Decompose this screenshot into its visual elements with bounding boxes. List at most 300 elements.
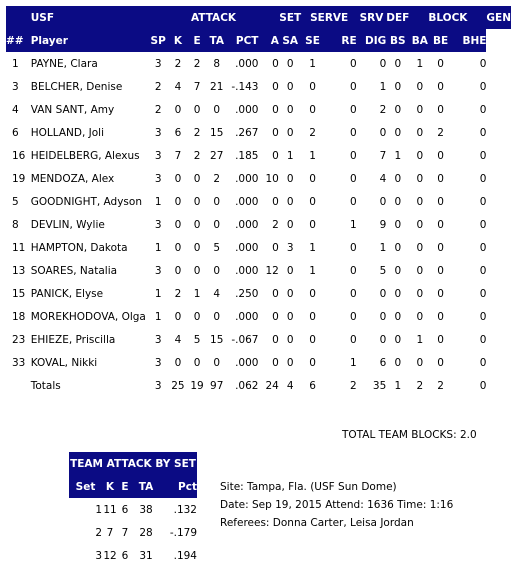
player-sa: 0 — [286, 264, 294, 277]
player-pct: .000 — [235, 356, 259, 369]
player-ta: 0 — [213, 356, 221, 369]
player-be: 0 — [437, 195, 444, 208]
player-sp: 3 — [154, 356, 162, 369]
player-ba: 0 — [416, 126, 424, 139]
player-dig: 0 — [379, 57, 387, 70]
table-row — [6, 282, 511, 305]
player-pct: .000 — [235, 195, 259, 208]
player-bs: 1 — [394, 149, 402, 162]
site-line: Site: Tampa, Fla. (USF Sun Dome) — [220, 481, 397, 493]
player-num: 33 — [12, 356, 26, 369]
player-be: 0 — [437, 333, 444, 346]
player-sa: 0 — [286, 356, 294, 369]
col-bhe: BHE — [451, 29, 486, 52]
player-k: 0 — [174, 241, 182, 254]
player-bhe: 0 — [479, 172, 487, 185]
player-se: 0 — [309, 103, 316, 116]
total-bs: 1 — [394, 379, 402, 392]
player-be: 0 — [437, 172, 444, 185]
player-ba: 0 — [416, 218, 424, 231]
player-ta: 5 — [213, 241, 221, 254]
player-re: 0 — [349, 287, 357, 300]
player-sp: 1 — [154, 195, 162, 208]
player-sa: 0 — [286, 57, 294, 70]
player-e: 5 — [193, 333, 201, 346]
player-sp: 3 — [154, 57, 162, 70]
player-be: 0 — [437, 264, 444, 277]
player-k: 4 — [174, 333, 182, 346]
player-re: 0 — [349, 80, 357, 93]
player-ta: 0 — [213, 264, 221, 277]
referees-line: Referees: Donna Carter, Leisa Jordan — [220, 517, 414, 529]
player-ta: 15 — [210, 126, 224, 139]
player-num: 8 — [12, 218, 19, 231]
player-pct: .000 — [235, 264, 259, 277]
col-be: BE — [430, 29, 451, 52]
player-bs: 0 — [394, 310, 402, 323]
total-be: 2 — [437, 379, 444, 392]
player-se: 1 — [309, 57, 316, 70]
player-bs: 0 — [394, 126, 402, 139]
player-e: 0 — [193, 310, 201, 323]
player-re: 0 — [349, 241, 357, 254]
player-bhe: 0 — [479, 80, 487, 93]
player-dig: 0 — [379, 195, 387, 208]
player-k: 0 — [174, 356, 182, 369]
player-dig: 0 — [379, 126, 387, 139]
player-bhe: 0 — [479, 218, 487, 231]
player-ba: 0 — [416, 149, 424, 162]
player-sa: 0 — [286, 195, 294, 208]
player-num: 11 — [12, 241, 26, 254]
set-pct: -.179 — [169, 526, 197, 539]
player-pct: .000 — [235, 103, 259, 116]
player-dig: 5 — [379, 264, 387, 277]
player-name: KOVAL, Nikki — [30, 356, 98, 369]
table-row — [6, 75, 511, 98]
player-sp: 3 — [154, 149, 162, 162]
player-ta: 0 — [213, 103, 221, 116]
col-num: ## — [6, 29, 31, 52]
player-bhe: 0 — [479, 57, 487, 70]
player-pct: .185 — [235, 149, 259, 162]
player-dig: 2 — [379, 103, 387, 116]
player-be: 0 — [437, 80, 444, 93]
player-name: MENDOZA, Alex — [30, 172, 115, 185]
player-a: 0 — [272, 80, 279, 93]
player-dig: 0 — [379, 310, 387, 323]
player-k: 2 — [174, 57, 182, 70]
table-row — [6, 305, 511, 328]
player-bs: 0 — [394, 356, 402, 369]
player-k: 7 — [174, 149, 182, 162]
player-bhe: 0 — [479, 264, 487, 277]
player-be: 0 — [437, 241, 444, 254]
player-bhe: 0 — [479, 126, 487, 139]
player-bhe: 0 — [479, 333, 487, 346]
player-ta: 8 — [213, 57, 221, 70]
player-se: 2 — [309, 126, 316, 139]
player-num: 23 — [12, 333, 26, 346]
col-se: SE — [302, 29, 324, 52]
player-k: 0 — [174, 172, 182, 185]
player-e: 2 — [193, 149, 201, 162]
player-se: 0 — [309, 172, 316, 185]
player-bhe: 0 — [479, 195, 487, 208]
player-bhe: 0 — [479, 149, 487, 162]
total-a: 24 — [265, 379, 279, 392]
player-num: 6 — [12, 126, 19, 139]
player-re: 0 — [349, 103, 357, 116]
player-se: 1 — [309, 241, 316, 254]
player-a: 0 — [272, 103, 279, 116]
player-ba: 0 — [416, 80, 424, 93]
player-name: HOLLAND, Joli — [30, 126, 104, 139]
player-be: 0 — [437, 103, 444, 116]
set-group-header: SET — [279, 6, 302, 29]
player-be: 0 — [437, 149, 444, 162]
set-row — [69, 544, 197, 567]
player-name: MOREKHODOVA, Olga — [30, 310, 146, 323]
player-se: 0 — [309, 287, 316, 300]
table-row — [6, 98, 511, 121]
player-ba: 0 — [416, 310, 424, 323]
col-a: A — [258, 29, 278, 52]
player-name: DEVLIN, Wylie — [30, 218, 105, 231]
player-ba: 0 — [416, 264, 424, 277]
player-a: 10 — [265, 172, 279, 185]
player-se: 0 — [309, 310, 316, 323]
player-dig: 1 — [379, 80, 387, 93]
team-attack-by-set-table — [69, 452, 197, 567]
player-ba: 0 — [416, 103, 424, 116]
player-dig: 0 — [379, 333, 387, 346]
player-bs: 0 — [394, 195, 402, 208]
player-sa: 0 — [286, 287, 294, 300]
set-col-e: E — [118, 475, 132, 498]
player-e: 0 — [193, 241, 201, 254]
player-be: 0 — [437, 57, 444, 70]
totals-label: Totals — [30, 379, 61, 392]
set-col-ta: TA — [132, 475, 160, 498]
player-be: 0 — [437, 310, 444, 323]
player-num: 3 — [12, 80, 19, 93]
set-k: 7 — [106, 526, 114, 539]
col-sa: SA — [279, 29, 302, 52]
player-sa: 0 — [286, 310, 294, 323]
player-num: 15 — [12, 287, 26, 300]
total-se: 6 — [309, 379, 316, 392]
table-row — [6, 167, 511, 190]
player-k: 0 — [174, 195, 182, 208]
set-e: 6 — [121, 503, 129, 516]
player-bs: 0 — [394, 241, 402, 254]
box-score-table — [6, 6, 511, 397]
player-re: 1 — [349, 218, 357, 231]
player-ta: 0 — [213, 195, 221, 208]
player-bs: 0 — [394, 218, 402, 231]
set-pct: .194 — [173, 549, 197, 562]
player-name: PANICK, Elyse — [30, 287, 104, 300]
player-pct: .000 — [235, 57, 259, 70]
col-sp: SP — [148, 29, 169, 52]
player-sp: 2 — [154, 80, 162, 93]
player-e: 2 — [193, 57, 201, 70]
player-re: 0 — [349, 310, 357, 323]
player-sp: 1 — [154, 287, 162, 300]
player-a: 2 — [272, 218, 279, 231]
player-e: 0 — [193, 356, 201, 369]
player-pct: .000 — [235, 310, 259, 323]
set-ta: 38 — [139, 503, 153, 516]
total-dig: 35 — [372, 379, 387, 392]
player-ba: 0 — [416, 356, 424, 369]
player-k: 0 — [174, 103, 182, 116]
player-k: 4 — [174, 80, 182, 93]
player-sp: 1 — [154, 310, 162, 323]
player-ta: 21 — [210, 80, 224, 93]
player-pct: .000 — [235, 172, 259, 185]
set-col-k: K — [102, 475, 118, 498]
player-name: GOODNIGHT, Adyson — [30, 195, 142, 208]
player-e: 2 — [193, 126, 201, 139]
total-sa: 4 — [286, 379, 294, 392]
player-sa: 0 — [286, 333, 294, 346]
total-sp: 3 — [154, 379, 162, 392]
col-ta: TA — [207, 29, 227, 52]
player-k: 0 — [174, 310, 182, 323]
player-sa: 0 — [286, 80, 294, 93]
player-sp: 3 — [154, 218, 162, 231]
player-ba: 1 — [416, 333, 424, 346]
total-ta: 97 — [210, 379, 224, 392]
team-label: USF — [31, 6, 148, 29]
player-a: 12 — [265, 264, 279, 277]
set-col-set: Set — [69, 475, 102, 498]
player-ba: 0 — [416, 287, 424, 300]
player-a: 0 — [272, 57, 279, 70]
player-k: 0 — [174, 218, 182, 231]
srv-group-header: SRV — [357, 6, 387, 29]
player-be: 0 — [437, 218, 444, 231]
player-ta: 27 — [210, 149, 224, 162]
player-num: 16 — [12, 149, 26, 162]
player-e: 0 — [193, 172, 201, 185]
table-row — [6, 351, 511, 374]
player-bs: 0 — [394, 80, 402, 93]
player-pct: -.143 — [231, 80, 259, 93]
player-re: 0 — [349, 195, 357, 208]
player-name: BELCHER, Denise — [30, 80, 123, 93]
set-table-title: TEAM ATTACK BY SET — [69, 452, 197, 475]
date-line: Date: Sep 19, 2015 Attend: 1636 Time: 1:16 — [220, 499, 454, 511]
player-dig: 0 — [379, 287, 387, 300]
def-group-header: DEF — [386, 6, 409, 29]
player-bhe: 0 — [479, 356, 487, 369]
player-dig: 4 — [379, 172, 387, 185]
table-row — [6, 144, 511, 167]
player-name: SOARES, Natalia — [30, 264, 118, 277]
player-a: 0 — [272, 333, 279, 346]
player-name: VAN SANT, Amy — [30, 103, 115, 116]
col-re: RE — [323, 29, 356, 52]
totals-row — [6, 374, 511, 397]
player-bs: 0 — [394, 333, 402, 346]
player-e: 0 — [193, 195, 201, 208]
set-k: 11 — [103, 503, 117, 516]
player-dig: 6 — [379, 356, 387, 369]
player-k: 2 — [174, 287, 182, 300]
group-header-row — [6, 6, 511, 29]
player-dig: 7 — [379, 149, 387, 162]
table-row — [6, 190, 511, 213]
set-col-pct: Pct — [160, 475, 197, 498]
player-re: 0 — [349, 264, 357, 277]
player-sp: 1 — [154, 241, 162, 254]
player-sp: 3 — [154, 264, 162, 277]
player-ta: 0 — [213, 218, 221, 231]
gen-group-header: GEN — [486, 6, 511, 29]
set-ta: 31 — [139, 549, 153, 562]
player-bhe: 0 — [479, 287, 487, 300]
set-set: 1 — [95, 503, 102, 516]
player-be: 0 — [437, 356, 444, 369]
player-ta: 0 — [213, 310, 221, 323]
player-name: HEIDELBERG, Alexus — [30, 149, 140, 162]
total-team-blocks: TOTAL TEAM BLOCKS: 2.0 — [342, 429, 477, 441]
player-re: 0 — [349, 57, 357, 70]
player-a: 0 — [272, 126, 279, 139]
player-name: EHIEZE, Priscilla — [30, 333, 116, 346]
player-num: 13 — [12, 264, 26, 277]
player-bs: 0 — [394, 287, 402, 300]
player-bs: 0 — [394, 103, 402, 116]
player-bhe: 0 — [479, 241, 487, 254]
player-pct: .267 — [235, 126, 259, 139]
player-ba: 0 — [416, 241, 424, 254]
col-bs: BS — [386, 29, 409, 52]
player-bhe: 0 — [479, 310, 487, 323]
game-info — [220, 478, 453, 532]
player-ba: 0 — [416, 195, 424, 208]
player-a: 0 — [272, 149, 279, 162]
player-num: 18 — [12, 310, 26, 323]
col-dig: DIG — [357, 29, 387, 52]
player-ta: 2 — [213, 172, 221, 185]
col-e: E — [187, 29, 207, 52]
serve-group-header: SERVE — [302, 6, 357, 29]
player-e: 7 — [193, 80, 201, 93]
set-e: 7 — [121, 526, 129, 539]
player-dig: 9 — [379, 218, 387, 231]
player-sa: 0 — [286, 126, 294, 139]
player-bs: 0 — [394, 172, 402, 185]
player-bhe: 0 — [479, 103, 487, 116]
set-row — [69, 521, 197, 544]
player-num: 4 — [12, 103, 19, 116]
player-re: 0 — [349, 149, 357, 162]
player-ta: 4 — [213, 287, 221, 300]
player-re: 1 — [349, 356, 357, 369]
player-num: 5 — [12, 195, 19, 208]
player-a: 0 — [272, 241, 279, 254]
player-ba: 1 — [416, 57, 424, 70]
player-se: 0 — [309, 218, 316, 231]
player-e: 0 — [193, 103, 201, 116]
player-sa: 3 — [286, 241, 294, 254]
table-row — [6, 259, 511, 282]
player-a: 0 — [272, 310, 279, 323]
player-a: 0 — [272, 287, 279, 300]
player-sp: 3 — [154, 126, 162, 139]
player-bs: 0 — [394, 57, 402, 70]
player-bs: 0 — [394, 264, 402, 277]
total-bhe: 0 — [479, 379, 487, 392]
set-set: 2 — [95, 526, 102, 539]
total-k: 25 — [171, 379, 185, 392]
block-group-header: BLOCK — [409, 6, 486, 29]
player-se: 0 — [309, 356, 316, 369]
attack-group-header: ATTACK — [169, 6, 259, 29]
table-row — [6, 121, 511, 144]
table-row — [6, 236, 511, 259]
player-pct: .250 — [235, 287, 259, 300]
player-sp: 3 — [154, 172, 162, 185]
set-k: 12 — [103, 549, 117, 562]
col-player: Player — [31, 29, 148, 52]
col-ba: BA — [409, 29, 430, 52]
set-e: 6 — [121, 549, 129, 562]
player-pct: .000 — [235, 241, 259, 254]
player-sa: 0 — [286, 103, 294, 116]
player-num: 19 — [12, 172, 26, 185]
set-row — [69, 498, 197, 521]
player-be: 2 — [437, 126, 444, 139]
col-pct: PCT — [227, 29, 259, 52]
player-e: 1 — [193, 287, 201, 300]
player-k: 6 — [174, 126, 182, 139]
set-pct: .132 — [173, 503, 197, 516]
player-k: 0 — [174, 264, 182, 277]
col-k: K — [169, 29, 188, 52]
player-num: 1 — [12, 57, 19, 70]
player-sa: 0 — [286, 218, 294, 231]
total-pct: .062 — [235, 379, 259, 392]
player-pct: .000 — [235, 218, 259, 231]
player-pct: -.067 — [231, 333, 259, 346]
table-row — [6, 328, 511, 351]
player-name: HAMPTON, Dakota — [30, 241, 128, 254]
table-row — [6, 213, 511, 236]
player-sp: 3 — [154, 333, 162, 346]
player-se: 0 — [309, 333, 316, 346]
player-dig: 1 — [379, 241, 387, 254]
player-ta: 15 — [210, 333, 224, 346]
player-a: 0 — [272, 195, 279, 208]
total-e: 19 — [190, 379, 204, 392]
player-sp: 2 — [154, 103, 162, 116]
player-re: 0 — [349, 333, 357, 346]
set-ta: 28 — [139, 526, 153, 539]
column-header-row — [6, 29, 511, 52]
player-se: 1 — [309, 149, 316, 162]
player-e: 0 — [193, 218, 201, 231]
player-name: PAYNE, Clara — [30, 57, 98, 70]
player-se: 0 — [309, 80, 316, 93]
player-re: 0 — [349, 126, 357, 139]
player-se: 0 — [309, 195, 316, 208]
player-a: 0 — [272, 356, 279, 369]
